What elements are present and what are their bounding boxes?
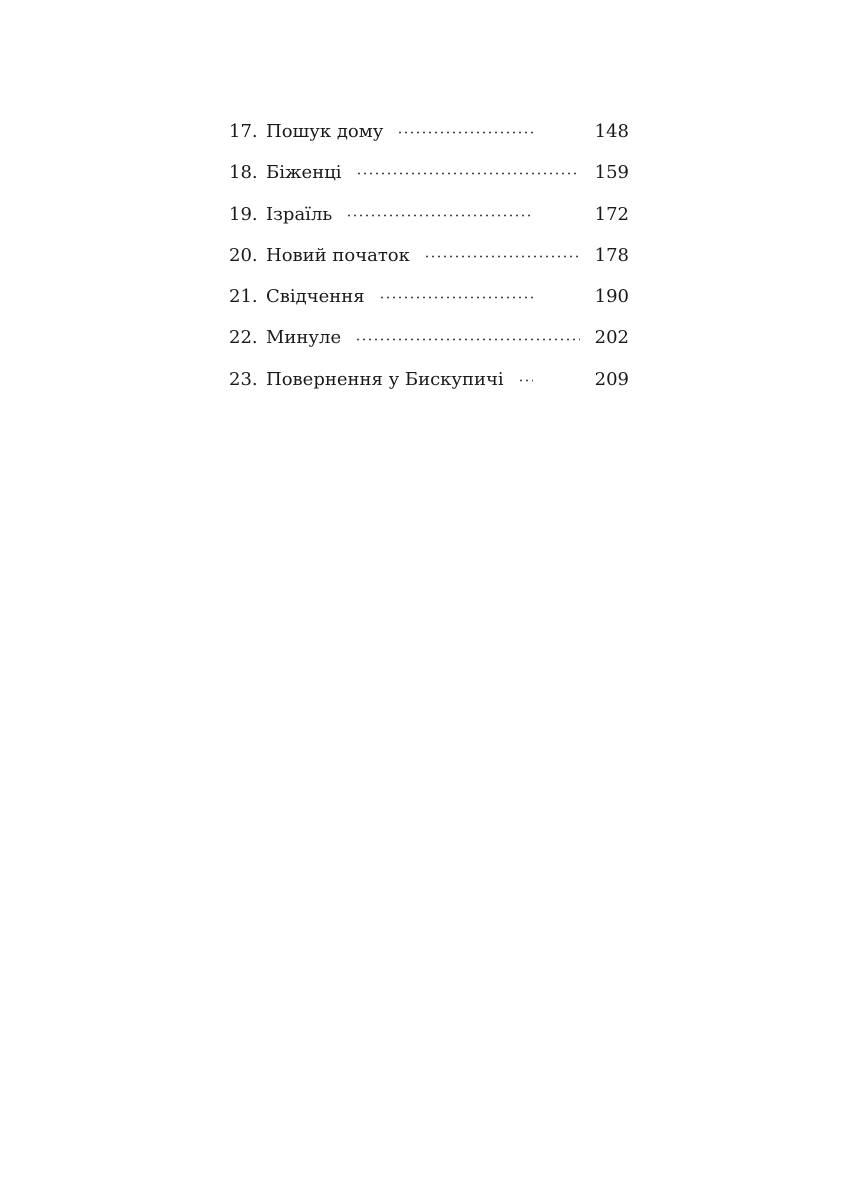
page-number: 202 bbox=[594, 327, 629, 349]
dot-leader bbox=[379, 296, 533, 299]
page-number: 159 bbox=[594, 162, 629, 184]
toc-entry[interactable] bbox=[229, 235, 629, 276]
toc-entry[interactable] bbox=[229, 359, 629, 400]
dot-leader bbox=[424, 255, 580, 258]
chapter-title[interactable]: Повернення у Бискупичі bbox=[266, 368, 504, 390]
chapter-title[interactable]: Свідчення bbox=[266, 286, 365, 308]
toc-entry[interactable] bbox=[229, 152, 629, 193]
toc-entry[interactable] bbox=[229, 276, 629, 317]
dot-leader bbox=[346, 214, 533, 217]
chapter-number: 22. bbox=[229, 327, 258, 349]
toc-entry[interactable] bbox=[229, 194, 629, 235]
dot-leader bbox=[355, 338, 580, 341]
page-number: 209 bbox=[594, 368, 629, 390]
chapter-title[interactable]: Біженці bbox=[266, 162, 342, 184]
dot-leader bbox=[518, 379, 533, 382]
chapter-number: 17. bbox=[229, 121, 258, 142]
toc-entry[interactable] bbox=[229, 317, 629, 358]
dot-leader bbox=[397, 131, 533, 134]
dot-leader bbox=[356, 172, 580, 175]
table-of-contents bbox=[229, 111, 629, 400]
chapter-title[interactable]: Минуле bbox=[266, 327, 342, 349]
page-number: 178 bbox=[594, 244, 629, 266]
chapter-number: 21. bbox=[229, 286, 258, 308]
page-number: 148 bbox=[594, 121, 629, 142]
chapter-title[interactable]: Новий початок bbox=[266, 244, 410, 266]
chapter-number: 19. bbox=[229, 203, 258, 225]
chapter-number: 20. bbox=[229, 244, 258, 266]
chapter-number: 18. bbox=[229, 162, 258, 184]
page-number: 190 bbox=[594, 286, 629, 308]
chapter-title[interactable]: Ізраїль bbox=[266, 203, 333, 225]
chapter-number: 23. bbox=[229, 368, 258, 390]
page-number: 172 bbox=[594, 203, 629, 225]
toc-entry[interactable] bbox=[229, 111, 629, 152]
chapter-title[interactable]: Пошук дому bbox=[266, 121, 384, 142]
